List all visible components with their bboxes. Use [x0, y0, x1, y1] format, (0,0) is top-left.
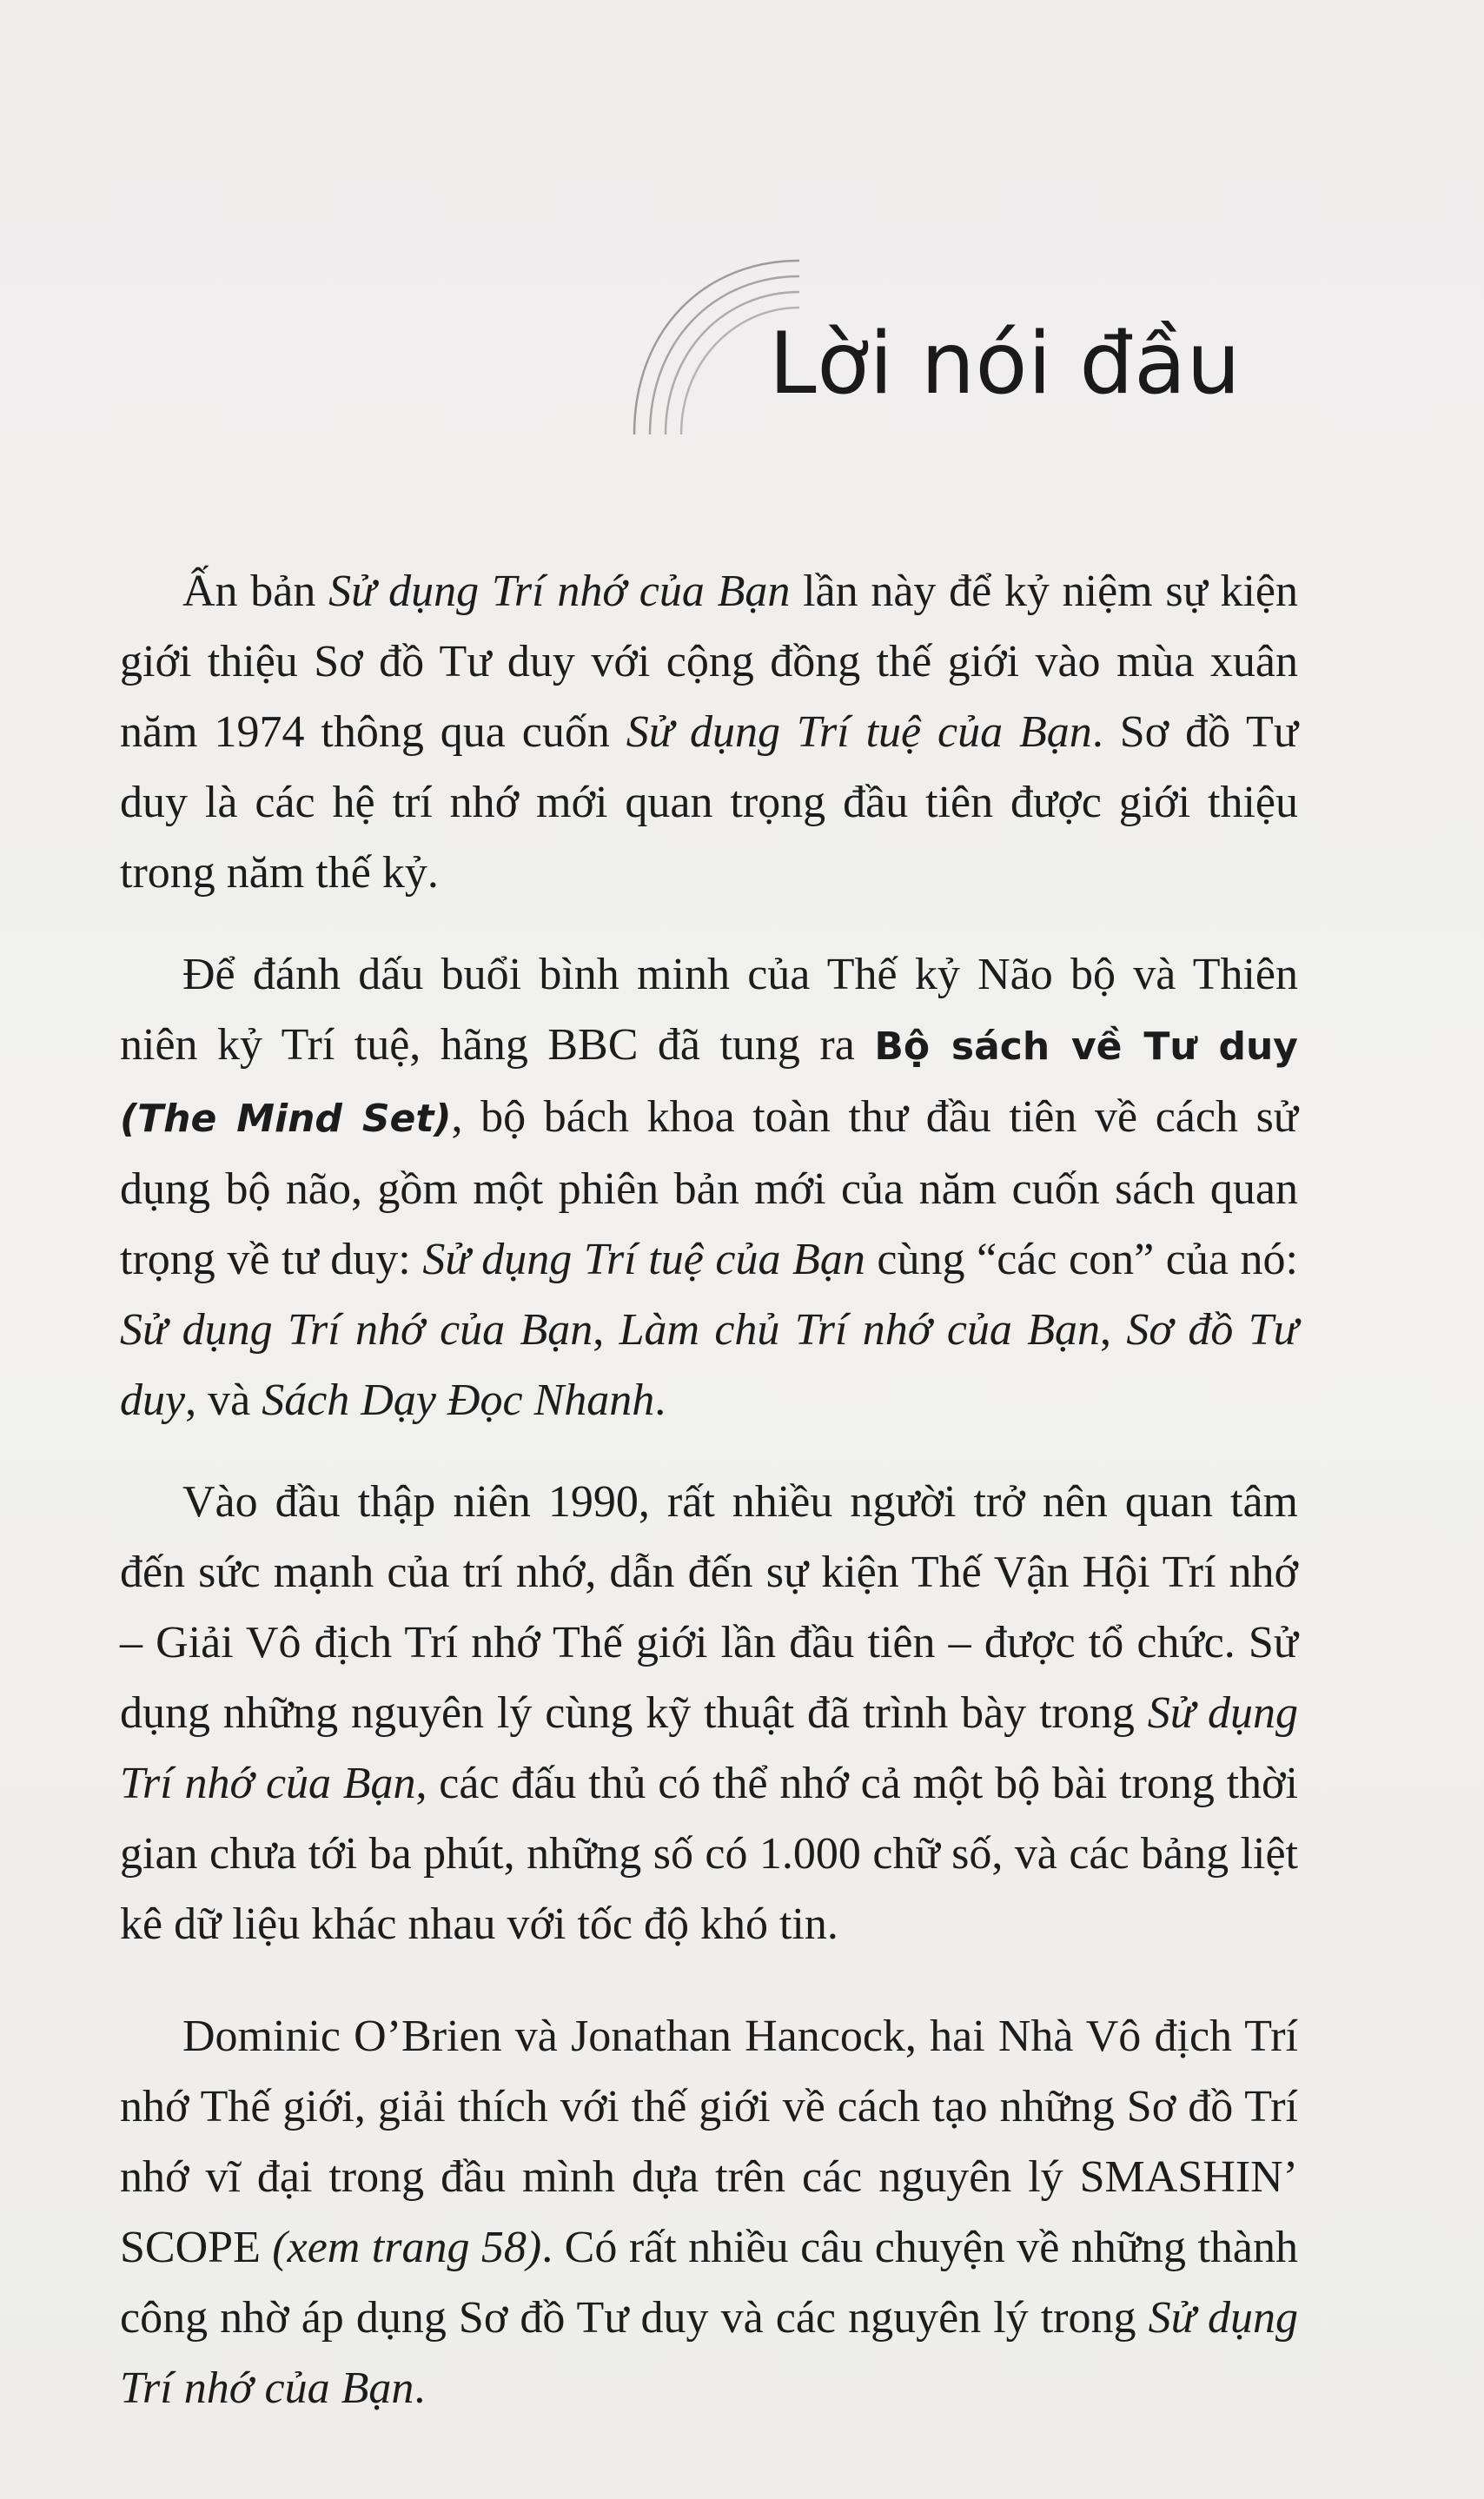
paragraph-1 [120, 556, 1298, 908]
book-title-italic: Sử dụng Trí nhớ của Bạn [120, 1688, 1298, 1808]
p3-text: Vào đầu thập niên 1990, rất nhiều người trở nên quan tâm đến sức mạnh của trí nhớ, dẫn đến sự kiện Thế Vận Hội Trí nhớ – Giải Vô địch Trí nhớ Thế giới lần đầu tiên – được tổ chức. Sử dụng những nguyên lý cùng kỹ thuật đã trình bày trong [120, 1477, 1298, 1738]
p4-text: . [414, 2363, 426, 2413]
p2-text: , [1100, 1305, 1127, 1355]
page-reference-italic: (xem trang 58) [272, 2223, 542, 2272]
p1-text: lần này để kỷ niệm sự kiện giới thiệu Sơ đồ Tư duy với cộng đồng thế giới vào mùa xuân năm 1974 thông qua cuốn [120, 567, 1298, 757]
p4-text: Dominic O’Brien và Jonathan Hancock, hai Nhà Vô địch Trí nhớ Thế giới, giải thích với thế giới về cách tạo những Sơ đồ Trí nhớ vĩ đại trong đầu mình dựa trên các nguyên lý SMASHIN’ SCOPE [120, 2012, 1298, 2272]
body-text [120, 556, 1298, 2455]
p2-text: , [593, 1305, 619, 1355]
book-title-italic: Sử dụng Trí nhớ của Bạn [120, 2293, 1298, 2413]
book-title-italic: Sử dụng Trí nhớ của Bạn [328, 567, 791, 616]
book-title-italic: Sơ đồ Tư duy [120, 1305, 1298, 1425]
p4-text: . Có rất nhiều câu chuyện về những thành công nhờ áp dụng Sơ đồ Tư duy và các nguyên lý trong [120, 2223, 1299, 2343]
p2-text: . [654, 1375, 666, 1425]
book-title-italic: Sử dụng Trí nhớ của Bạn [120, 1305, 593, 1355]
series-title-bold: Bộ sách về Tư duy [874, 1024, 1298, 1069]
p1-text: Ấn bản [182, 567, 329, 616]
p2-text: cùng “các con” của nó: [865, 1235, 1299, 1284]
p1-text: . Sơ đồ Tư duy là các hệ trí nhớ mới quan trọng đầu tiên được giới thiệu trong năm thế kỷ. [120, 707, 1298, 898]
book-title-italic: Sử dụng Trí tuệ của Bạn [422, 1235, 865, 1284]
chapter-title: Lời nói đầu [769, 315, 1242, 414]
paragraph-2 [120, 939, 1298, 1435]
paragraph-3 [120, 1467, 1298, 1959]
p2-text: , bộ bách khoa toàn thư đầu tiên về cách sử dụng bộ não, gồm một phiên bản mới của năm cuốn sách quan trọng về tư duy: [120, 1092, 1298, 1284]
p2-text: Để đánh dấu buổi bình minh của Thế kỷ Não bộ và Thiên niên kỷ Trí tuệ, hãng BBC đã tung ra [120, 950, 1298, 1070]
book-title-italic: Sử dụng Trí tuệ của Bạn [626, 707, 1092, 757]
p3-text: , các đấu thủ có thể nhớ cả một bộ bài trong thời gian chưa tới ba phút, những số có 1.000 chữ số, và các bảng liệt kê dữ liệu khác nhau với tốc độ khó tin. [120, 1759, 1298, 1949]
paragraph-4 [120, 2001, 1298, 2423]
series-title-bold-italic: (The Mind Set) [120, 1097, 452, 1141]
book-title-italic: Làm chủ Trí nhớ của Bạn [619, 1305, 1101, 1355]
p2-text: , và [185, 1375, 262, 1425]
book-title-italic: Sách Dạy Đọc Nhanh [262, 1375, 655, 1425]
